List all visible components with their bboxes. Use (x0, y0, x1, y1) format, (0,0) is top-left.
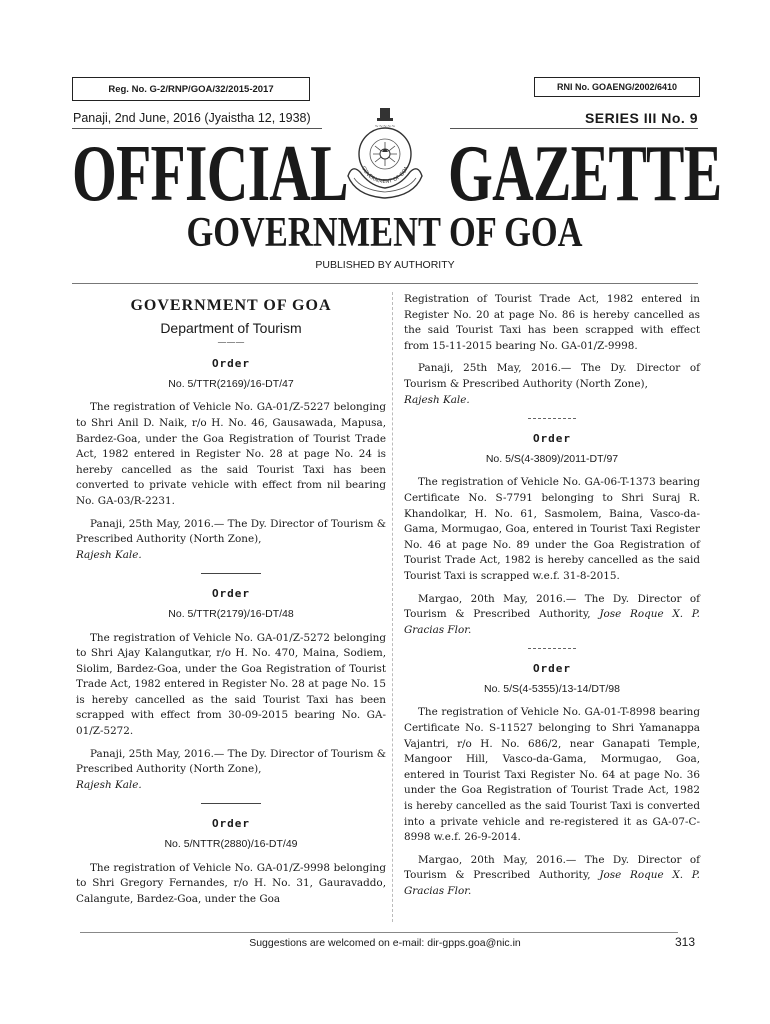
order-heading: Order (211, 357, 251, 371)
order-heading: Order (532, 662, 572, 676)
government-heading: GOVERNMENT OF GOA (130, 297, 332, 314)
department-heading: Department of Tourism (160, 319, 302, 336)
emblem-legend: GOVERNMENT OF GOA (359, 165, 411, 186)
goa-emblem-icon (342, 106, 428, 206)
order-signoff (404, 361, 700, 408)
order-body: The registration of Vehicle No. GA-01/Z-5272 belonging to Shri Ajay Kalangutkar, r/o H. No. 470, Maina, Sodiem, Siolim, Bardez-Goa, under the Goa Registration of Tourist Trade Act, 1982 entered in Register No. 28 at page No. 15 is hereby cancelled as the said Tourist Taxi has been scrapped with effect from 30-09-2015 bearing No. GA-01/Z-5272. (76, 631, 386, 738)
order-number: No. 5/S(4-3809)/2011-DT/97 (485, 452, 619, 465)
order-signoff (76, 747, 386, 794)
order-heading: Order (211, 587, 251, 601)
order-body: The registration of Vehicle No. GA-01/Z-9998 belonging to Shri Gregory Fernandes, r/o H. No. 31, Gauravaddo, Calangute, Bardez-Goa, under the Goa (76, 861, 386, 905)
order-signatory: Rajesh Kale. (76, 548, 142, 561)
order-signoff (76, 517, 386, 564)
order-separator (201, 803, 261, 804)
order-place-date: Panaji, 25th May, 2016.— The Dy. Director of Tourism & Prescribed Authority (North Zone), (76, 517, 386, 546)
masthead-subtitle: GOVERNMENT OF GOA (186, 210, 584, 256)
order-number: No. 5/TTR(2169)/16-DT/47 (168, 377, 294, 390)
svg-text:GOVERNMENT OF GOA (360, 165, 410, 185)
dateline-rule (72, 128, 322, 129)
rni-number: RNI No. GOAENG/2002/6410 (556, 82, 678, 92)
footer-suggestions: Suggestions are welcomed on e-mail: dir-gpps.goa@nic.in (249, 937, 521, 949)
page-number: 313 (674, 935, 695, 949)
order-place-date: Panaji, 25th May, 2016.— The Dy. Director of Tourism & Prescribed Authority (North Zone), (404, 362, 700, 390)
svg-text:~~~~~: ~~~~~ (374, 124, 396, 130)
series-number: SERIES III No. 9 (584, 110, 698, 126)
order-place-date: Margao, 20th May, 2016.— The Dy. Director of Tourism & Prescribed Authority, (404, 592, 700, 621)
order-body: The registration of Vehicle No. GA-01-T-8998 bearing Certificate No. S-11527 belonging to Shri Yamanappa Vajantri, r/o H. No. 686/2, near Ganapati Temple, Mangoor Hill, Vasco-da-Gama, Mormugao, Goa, entered in Tourist Taxi Register No. 64 at page No. 36 under the Goa Registration of Tourist Trade Act, 1982 is hereby cancelled as the said Tourist Taxi is converted into a private vehicle and re-registered it as GA-07-C-8998 w.e.f. 26-9-2014. (404, 706, 700, 844)
column-divider (392, 292, 393, 922)
order-separator (528, 418, 576, 419)
order-signoff (404, 853, 700, 900)
department-dash: ——— (217, 338, 245, 349)
order-separator (201, 573, 261, 574)
left-column (76, 292, 386, 914)
order-body-continued: Registration of Tourist Trade Act, 1982 entered in Register No. 20 at page No. 86 is hereby cancelled as the said Tourist Taxi has been scrapped with effect from 15-11-2015 bearing No. GA-01/Z-9998. (404, 293, 700, 352)
order-signatory: Jose Roque X. P. Gracias Flor. (404, 869, 700, 897)
order-number: No. 5/S(4-5355)/13-14/DT/98 (484, 682, 620, 695)
order-place-date: Margao, 20th May, 2016.— The Dy. Director of Tourism & Prescribed Authority, (404, 853, 700, 882)
order-separator (528, 648, 576, 649)
order-signoff (404, 592, 700, 639)
order-body: The registration of Vehicle No. GA-01/Z-5227 belonging to Shri Anil D. Naik, r/o H. No. 46, Gausawada, Mapusa, Bardez-Goa, under the Goa Registration of Tourist Trade Act, 1982 entered in Register No. 28 at page No. 24 is hereby cancelled as the said Tourist Taxi has been converted to private vehicle with effect from nil bearing No. GA-03/R-2231. (76, 401, 386, 507)
header-rule (72, 283, 698, 284)
order-number: No. 5/TTR(2179)/16-DT/48 (168, 607, 294, 620)
masthead-official: OFFICIAL (72, 130, 348, 218)
masthead-gazette: GAZETTE (448, 130, 722, 218)
issue-dateline: Panaji, 2nd June, 2016 (Jyaistha 12, 1938) (73, 111, 311, 125)
rni-number-box (534, 77, 700, 97)
registration-number-box (72, 77, 310, 101)
series-rule (450, 128, 698, 129)
order-signatory: Jose Roque X. P. Gracias Flor. (404, 608, 700, 636)
order-signatory: Rajesh Kale. (76, 778, 142, 791)
registration-number: Reg. No. G-2/RNP/GOA/32/2015-2017 (108, 83, 274, 95)
order-heading: Order (211, 817, 251, 831)
order-number: No. 5/NTTR(2880)/16-DT/49 (164, 838, 298, 851)
order-signatory: Rajesh Kale. (404, 393, 470, 406)
order-heading: Order (532, 432, 572, 446)
order-place-date: Panaji, 25th May, 2016.— The Dy. Director of Tourism & Prescribed Authority (North Zone), (76, 747, 386, 776)
footer-rule (80, 932, 678, 933)
right-column (404, 292, 700, 907)
order-body: The registration of Vehicle No. GA-06-T-1373 bearing Certificate No. S-7791 belonging to Shri Suraj R. Khandolkar, H. No. 61, Sasmolem, Baina, Vasco-da-Gama, Mormugao, Goa, entered in Tourist Taxi Register No. 46 at page No. 89 under the Goa Registration of Tourist Trade Act, 1982 is hereby cancelled as the said Tourist Taxi is scrapped w.e.f. 31-8-2015. (404, 476, 700, 582)
published-by-authority: PUBLISHED BY AUTHORITY (315, 259, 455, 271)
